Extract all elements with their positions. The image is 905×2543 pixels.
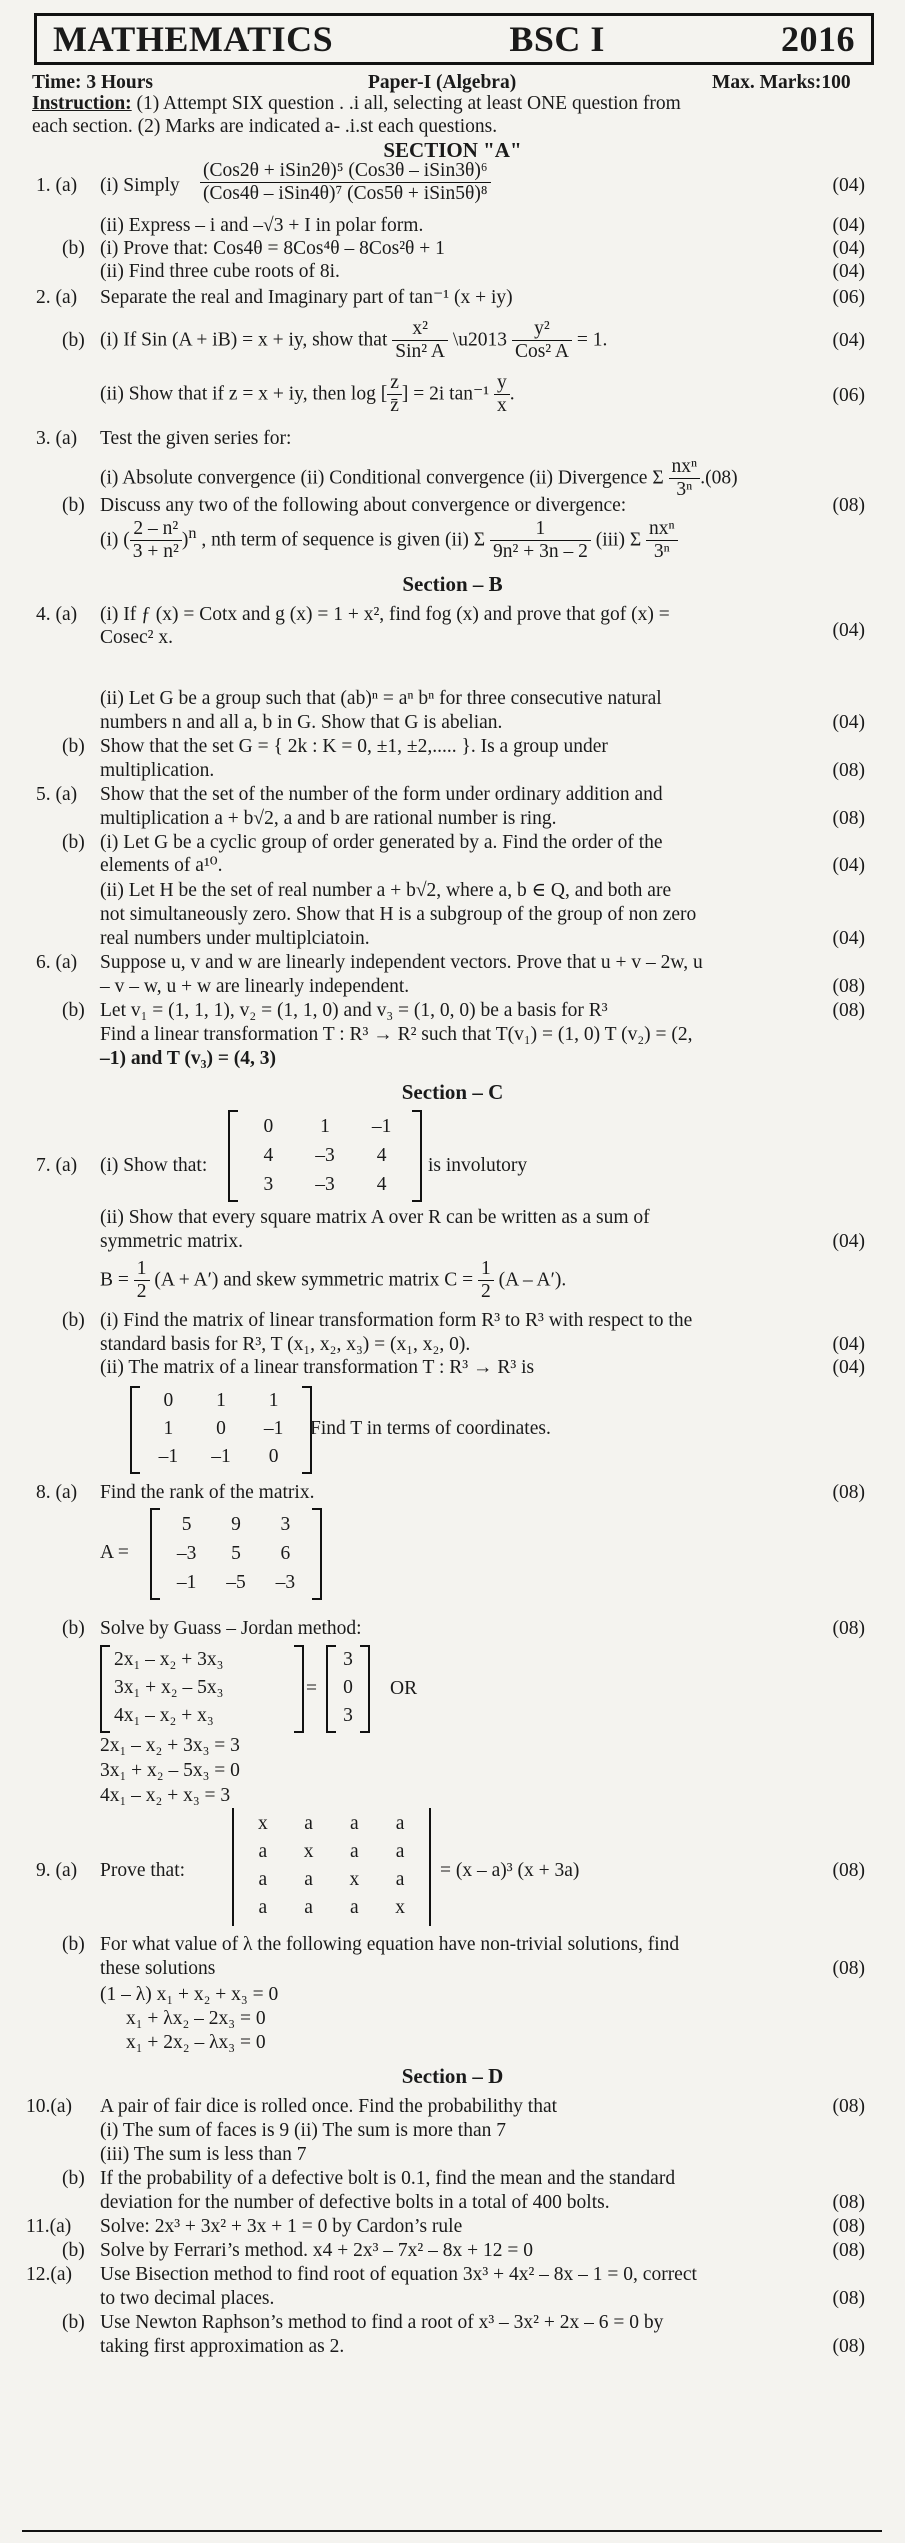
q3-b-marks: (08) bbox=[832, 495, 865, 516]
q1-b1: (i) Prove that: Cos4θ = 8Cos⁴θ – 8Cos²θ + 1 bbox=[100, 238, 445, 259]
q7-matrix2-cell: 0 bbox=[268, 1446, 279, 1467]
q8-lhs-row: 3x₁ + x₂ – 5x₃ bbox=[114, 1677, 224, 1698]
q9-a-marks: (08) bbox=[832, 1860, 865, 1881]
q8-b-marks: (08) bbox=[832, 1618, 865, 1639]
q1-a2: (ii) Express – i and –√3 + I in polar form. bbox=[100, 215, 424, 236]
q7-b1-marks: (04) bbox=[832, 1334, 865, 1355]
q12-b-number: (b) bbox=[62, 2312, 85, 2333]
q6-b: Let v₁ = (1, 1, 1), v₂ = (1, 1, 0) and v₃ = (1, 0, 0) be a basis for R³ bbox=[100, 1000, 608, 1021]
q6-b-number: (b) bbox=[62, 1000, 85, 1021]
paper-label: Paper-I (Algebra) bbox=[368, 72, 517, 93]
instruction-line-1: Instruction: (1) Attempt SIX question . .i all, selecting at least ONE question from bbox=[32, 93, 681, 114]
year-title: 2016 bbox=[780, 19, 855, 59]
q2-c: (ii) Show that if z = x + iy, then log [ $\frac{z}{z̄}$ ] = 2i tan⁻¹ $\frac{y}{x}$ . bbox=[100, 372, 515, 417]
q8-a: Find the rank of the matrix. bbox=[100, 1482, 315, 1503]
q12-a-number: 12.(a) bbox=[26, 2264, 73, 2285]
q8-rhs-matrix bbox=[326, 1645, 370, 1733]
q8-lhs-row: 4x₁ – x₂ + x₃ bbox=[114, 1705, 214, 1726]
instruction-line-2: each section. (2) Marks are indicated a- .i.st each questions. bbox=[32, 116, 498, 137]
q7-matrix2-cell: –1 bbox=[158, 1446, 179, 1467]
bottom-divider bbox=[22, 2530, 882, 2532]
q9-det-cell: a bbox=[304, 1813, 313, 1834]
q10-a-marks: (08) bbox=[832, 2096, 865, 2117]
q12-bb: taking first approximation as 2. bbox=[100, 2336, 345, 2357]
q5-b1b: elements of a¹⁰. bbox=[100, 855, 223, 876]
q4-a1b: Cosec² x. bbox=[100, 627, 174, 648]
q2-a-marks: (06) bbox=[832, 287, 865, 308]
q9-det-cell: a bbox=[395, 1841, 405, 1862]
class-title: BSC I bbox=[509, 19, 605, 59]
q7-matrix1-cell: –3 bbox=[315, 1145, 335, 1166]
q1-b2: (ii) Find three cube roots of 8i. bbox=[100, 261, 340, 282]
q6-a-number: 6. (a) bbox=[36, 952, 78, 973]
q9-b-marks: (08) bbox=[832, 1958, 865, 1979]
q8-eq2: 3x₁ + x₂ – 5x₃ = 0 bbox=[100, 1760, 240, 1781]
q7-involutory-matrix bbox=[228, 1110, 422, 1202]
q2-b: (i) If Sin (A + iB) = x + iy, show that $\frac{\text{x²}}{\text{Sin² A}}$ \u2013 $\frac{\text{y²}}{\text{Cos² A}}$ = 1. bbox=[100, 318, 608, 363]
q4-a1-marks: (04) bbox=[832, 620, 865, 641]
q7-transformation-matrix bbox=[130, 1386, 312, 1474]
q9-det-cell: a bbox=[395, 1869, 405, 1890]
q8-matrix-cell: 9 bbox=[231, 1514, 241, 1535]
q10-a3: (iii) The sum is less than 7 bbox=[100, 2144, 307, 2165]
q8-a-number: 8. (a) bbox=[36, 1482, 78, 1503]
q1-a-number: 1. (a) bbox=[36, 175, 78, 196]
q11-a-number: 11.(a) bbox=[26, 2216, 72, 2237]
q2-b-marks: (04) bbox=[832, 330, 865, 351]
q7-a3: B = $\frac{1}{2}$ (A + A′) and skew symmetric matrix C = $\frac{1}{2}$ (A – A′). bbox=[100, 1258, 567, 1303]
q9-det-cell: x bbox=[303, 1841, 314, 1862]
q8-matrix-cell: 6 bbox=[280, 1543, 291, 1564]
q7-matrix2-cell: 1 bbox=[163, 1418, 174, 1439]
q12-a: Use Bisection method to find root of equation 3x³ + 4x² – 8x – 1 = 0, correct bbox=[100, 2264, 697, 2285]
q9-det-cell: a bbox=[304, 1897, 313, 1918]
q4-b: Show that the set G = { 2k : K = 0, ±1, ±2,..... }. Is a group under bbox=[100, 736, 608, 757]
q8-matrix-cell: –3 bbox=[176, 1543, 197, 1564]
q11-b: Solve by Ferrari’s method. x4 + 2x³ – 7x² – 8x + 12 = 0 bbox=[100, 2240, 534, 2261]
q7-a-number: 7. (a) bbox=[36, 1155, 78, 1176]
q9-determinant bbox=[232, 1808, 431, 1926]
q9-e1: (1 – λ) x₁ + x₂ + x₃ = 0 bbox=[100, 1984, 279, 2005]
q9-a-number: 9. (a) bbox=[36, 1860, 78, 1881]
q1-a-marks: (04) bbox=[832, 175, 865, 196]
q1-b2-marks: (04) bbox=[832, 261, 865, 282]
q10-bb: deviation for the number of defective bolts in a total of 400 bolts. bbox=[100, 2192, 610, 2213]
q9-b: For what value of λ the following equation have non-trivial solutions, find bbox=[100, 1934, 680, 1955]
q7-matrix2-cell: 0 bbox=[216, 1418, 226, 1439]
q7-b2-marks: (04) bbox=[832, 1357, 865, 1378]
q8-a-marks: (08) bbox=[832, 1482, 865, 1503]
section-b-heading: Section – B bbox=[402, 572, 503, 596]
q6-bc: –1) and T (v₃) = (4, 3) bbox=[100, 1048, 277, 1069]
q8-matrix-label: A = bbox=[100, 1542, 129, 1563]
q8-rank-matrix bbox=[150, 1508, 322, 1600]
q9-det-cell: a bbox=[395, 1813, 405, 1834]
q9-det-cell: a bbox=[258, 1897, 268, 1918]
q11-b-marks: (08) bbox=[832, 2240, 865, 2261]
q10-b-number: (b) bbox=[62, 2168, 85, 2189]
q4-a2-marks: (04) bbox=[832, 712, 865, 733]
exam-header bbox=[34, 13, 874, 65]
q8-matrix-cell: 5 bbox=[181, 1514, 192, 1535]
q3-a-number: 3. (a) bbox=[36, 428, 78, 449]
q7-matrix2-cell: 0 bbox=[163, 1390, 174, 1411]
q7-matrix2-cell: 1 bbox=[268, 1390, 279, 1411]
q7-matrix1-cell: –3 bbox=[315, 1174, 335, 1195]
q4-a2: (ii) Let G be a group such that (ab)ⁿ = aⁿ bⁿ for three consecutive natural bbox=[100, 688, 662, 709]
q9-e3: x₁ + 2x₂ – λx₃ = 0 bbox=[126, 2032, 266, 2053]
q2-a: Separate the real and Imaginary part of tan⁻¹ (x + iy) bbox=[100, 287, 513, 308]
q4-a2b: numbers n and all a, b in G. Show that G is abelian. bbox=[100, 712, 503, 733]
q9-b-number: (b) bbox=[62, 1934, 85, 1955]
instruction-label: Instruction: bbox=[32, 93, 132, 114]
q8-or: OR bbox=[390, 1678, 418, 1699]
q6-a-marks: (08) bbox=[832, 976, 865, 997]
q6-ab: – v – w, u + w are linearly independent. bbox=[100, 976, 410, 997]
q8-rhs-row: 3 bbox=[343, 1649, 353, 1670]
q11-a-marks: (08) bbox=[832, 2216, 865, 2237]
q8-rhs-row: 3 bbox=[343, 1705, 353, 1726]
q5-b2b: not simultaneously zero. Show that H is a subgroup of the group of non zero bbox=[100, 904, 697, 925]
q8-b-number: (b) bbox=[62, 1618, 85, 1639]
time-label: Time: 3 Hours bbox=[32, 72, 153, 93]
q3-b: Discuss any two of the following about convergence or divergence: bbox=[100, 495, 627, 516]
q8-matrix-cell: 3 bbox=[280, 1514, 291, 1535]
marks-label: Max. Marks:100 bbox=[712, 72, 851, 93]
q1-a2-marks: (04) bbox=[832, 215, 865, 236]
q1-a-prefix: (i) Simply bbox=[100, 175, 180, 196]
q12-b: Use Newton Raphson’s method to find a root of x³ – 3x² + 2x – 6 = 0 by bbox=[100, 2312, 664, 2333]
q9-det-cell: x bbox=[395, 1897, 405, 1918]
q12-b-marks: (08) bbox=[832, 2336, 865, 2357]
q7-a2b: symmetric matrix. bbox=[100, 1231, 243, 1252]
q8-matrix-cell: 5 bbox=[231, 1543, 241, 1564]
q8-eq1: 2x₁ – x₂ + 3x₃ = 3 bbox=[100, 1735, 240, 1756]
q8-b: Solve by Guass – Jordan method: bbox=[100, 1618, 362, 1639]
q4-b-number: (b) bbox=[62, 736, 85, 757]
q9-bb: these solutions bbox=[100, 1958, 216, 1979]
q7-a2: (ii) Show that every square matrix A over R can be written as a sum of bbox=[100, 1207, 650, 1228]
q7-a1-post: is involutory bbox=[428, 1155, 528, 1176]
q8-matrix-cell: –5 bbox=[226, 1572, 246, 1593]
q7-b2-post: Find T in terms of coordinates. bbox=[310, 1418, 551, 1439]
q9-a-prefix: Prove that: bbox=[100, 1860, 186, 1881]
q5-b2c: real numbers under multiplciatoin. bbox=[100, 928, 370, 949]
q7-matrix1-cell: 4 bbox=[376, 1174, 387, 1195]
q4-b-marks: (08) bbox=[832, 760, 865, 781]
q7-matrix1-cell: 0 bbox=[263, 1116, 274, 1137]
q7-matrix2-cell: –1 bbox=[263, 1418, 284, 1439]
q3-b2: (i) ( $\frac{\text{2 – n²}}{\text{3 + n²}}$ )$^n$ , nth term of sequence is given (ii) Σ $\frac{1}{\text{9n² + 3n – 2}}$ (iii) Σ $\frac{\text{nxⁿ}}{\text{3ⁿ}}$ bbox=[100, 518, 678, 564]
q1-b1-marks: (04) bbox=[832, 238, 865, 259]
q6-a: Suppose u, v and w are linearly independent vectors. Prove that u + v – 2w, u bbox=[100, 952, 703, 973]
q11-a: Solve: 2x³ + 3x² + 3x + 1 = 0 by Cardon’s rule bbox=[100, 2216, 463, 2237]
q2-a-number: 2. (a) bbox=[36, 287, 78, 308]
q8-matrix-cell: –1 bbox=[176, 1572, 197, 1593]
q4-a1: (i) If ƒ (x) = Cotx and g (x) = 1 + x², find fog (x) and prove that gof (x) = bbox=[100, 604, 670, 625]
q5-b2: (ii) Let H be the set of real number a + b√2, where a, b ∈ Q, and both are bbox=[100, 880, 672, 901]
q4-a-number: 4. (a) bbox=[36, 604, 78, 625]
q8-eq3: 4x₁ – x₂ + x₃ = 3 bbox=[100, 1785, 231, 1806]
q11-b-number: (b) bbox=[62, 2240, 85, 2261]
q7-matrix1-cell: 4 bbox=[376, 1145, 387, 1166]
section-c-heading: Section – C bbox=[401, 1080, 504, 1104]
q5-b-number: (b) bbox=[62, 832, 85, 853]
q9-det-cell: a bbox=[350, 1813, 359, 1834]
q9-e2: x₁ + λx₂ – 2x₃ = 0 bbox=[126, 2008, 266, 2029]
q7-b1: (i) Find the matrix of linear transformation form R³ to R³ with respect to the bbox=[100, 1310, 693, 1331]
q5-b1-marks: (04) bbox=[832, 855, 865, 876]
q7-matrix1-cell: 3 bbox=[263, 1174, 274, 1195]
section-d-heading: Section – D bbox=[401, 2064, 504, 2088]
q10-a2: (i) The sum of faces is 9 (ii) The sum is more than 7 bbox=[100, 2120, 506, 2141]
q9-det-cell: a bbox=[304, 1869, 313, 1890]
q5-b1: (i) Let G be a cyclic group of order generated by a. Find the order of the bbox=[100, 832, 663, 853]
q8-lhs-row: 2x₁ – x₂ + 3x₃ bbox=[114, 1649, 224, 1670]
q8-matrix-cell: –3 bbox=[275, 1572, 296, 1593]
q7-matrix2-cell: –1 bbox=[211, 1446, 231, 1467]
q3-a: Test the given series for: bbox=[100, 428, 292, 449]
q10-b: If the probability of a defective bolt is 0.1, find the mean and the standard bbox=[100, 2168, 676, 2189]
q10-a-number: 10.(a) bbox=[26, 2096, 73, 2117]
q8-lhs-matrix bbox=[100, 1645, 304, 1733]
q9-det-cell: x bbox=[349, 1869, 360, 1890]
q7-b-number: (b) bbox=[62, 1310, 85, 1331]
q7-matrix2-cell: 1 bbox=[216, 1390, 226, 1411]
q9-det-cell: x bbox=[258, 1813, 268, 1834]
q7-b1b: standard basis for R³, T (x₁, x₂, x₃) = (x₁, x₂, 0). bbox=[100, 1334, 471, 1355]
q2-b-number: (b) bbox=[62, 330, 85, 351]
q4-bb: multiplication. bbox=[100, 760, 215, 781]
q6-b-marks: (08) bbox=[832, 1000, 865, 1021]
q8-rhs-row: 0 bbox=[343, 1677, 353, 1698]
q7-matrix1-cell: –1 bbox=[371, 1116, 392, 1137]
q9-a-post: = (x – a)³ (x + 3a) bbox=[440, 1860, 580, 1881]
q5-a-number: 5. (a) bbox=[36, 784, 78, 805]
q12-ab: to two decimal places. bbox=[100, 2288, 275, 2309]
q9-det-cell: a bbox=[350, 1897, 359, 1918]
q12-a-marks: (08) bbox=[832, 2288, 865, 2309]
q2-c-marks: (06) bbox=[832, 385, 865, 406]
q5-a: Show that the set of the number of the form under ordinary addition and bbox=[100, 784, 663, 805]
q1-b-number: (b) bbox=[62, 238, 85, 259]
q10-b-marks: (08) bbox=[832, 2192, 865, 2213]
q9-det-cell: a bbox=[258, 1869, 268, 1890]
q5-ab: multiplication a + b√2, a and b are rational number is ring. bbox=[100, 808, 557, 829]
q7-a1-prefix: (i) Show that: bbox=[100, 1155, 208, 1176]
q7-matrix1-cell: 1 bbox=[320, 1116, 330, 1137]
q1-a-fraction: $\frac{\text{(Cos2θ + iSin2θ)⁵ (Cos3θ – iSin3θ)⁶}}{\text{(Cos4θ – iSin4θ)⁷ (Cos5θ + iSin5θ)⁸}}$ bbox=[200, 160, 491, 206]
q5-a-marks: (08) bbox=[832, 808, 865, 829]
q7-b2: (ii) The matrix of a linear transformation T : R³ → R³ is bbox=[100, 1357, 535, 1378]
q3-b-number: (b) bbox=[62, 495, 85, 516]
q3-a2: (i) Absolute convergence (ii) Conditional convergence (ii) Divergence Σ $\frac{\text{nxⁿ}}{\text{3ⁿ}}$ .(08) bbox=[100, 456, 738, 501]
subject-title: MATHEMATICS bbox=[53, 19, 334, 59]
q7-matrix1-cell: 4 bbox=[263, 1145, 274, 1166]
q9-det-cell: a bbox=[258, 1841, 268, 1862]
q9-det-cell: a bbox=[350, 1841, 359, 1862]
q5-b2-marks: (04) bbox=[832, 928, 865, 949]
q10-a: A pair of fair dice is rolled once. Find the probabilithy that bbox=[100, 2096, 558, 2117]
q7-a2-marks: (04) bbox=[832, 1231, 865, 1252]
q8-equals: = bbox=[306, 1678, 317, 1699]
section-a-heading: SECTION "A" bbox=[383, 138, 522, 162]
q6-bb: Find a linear transformation T : R³ → R² such that T(v₁) = (1, 0) T (v₂) = (2, bbox=[100, 1024, 693, 1045]
